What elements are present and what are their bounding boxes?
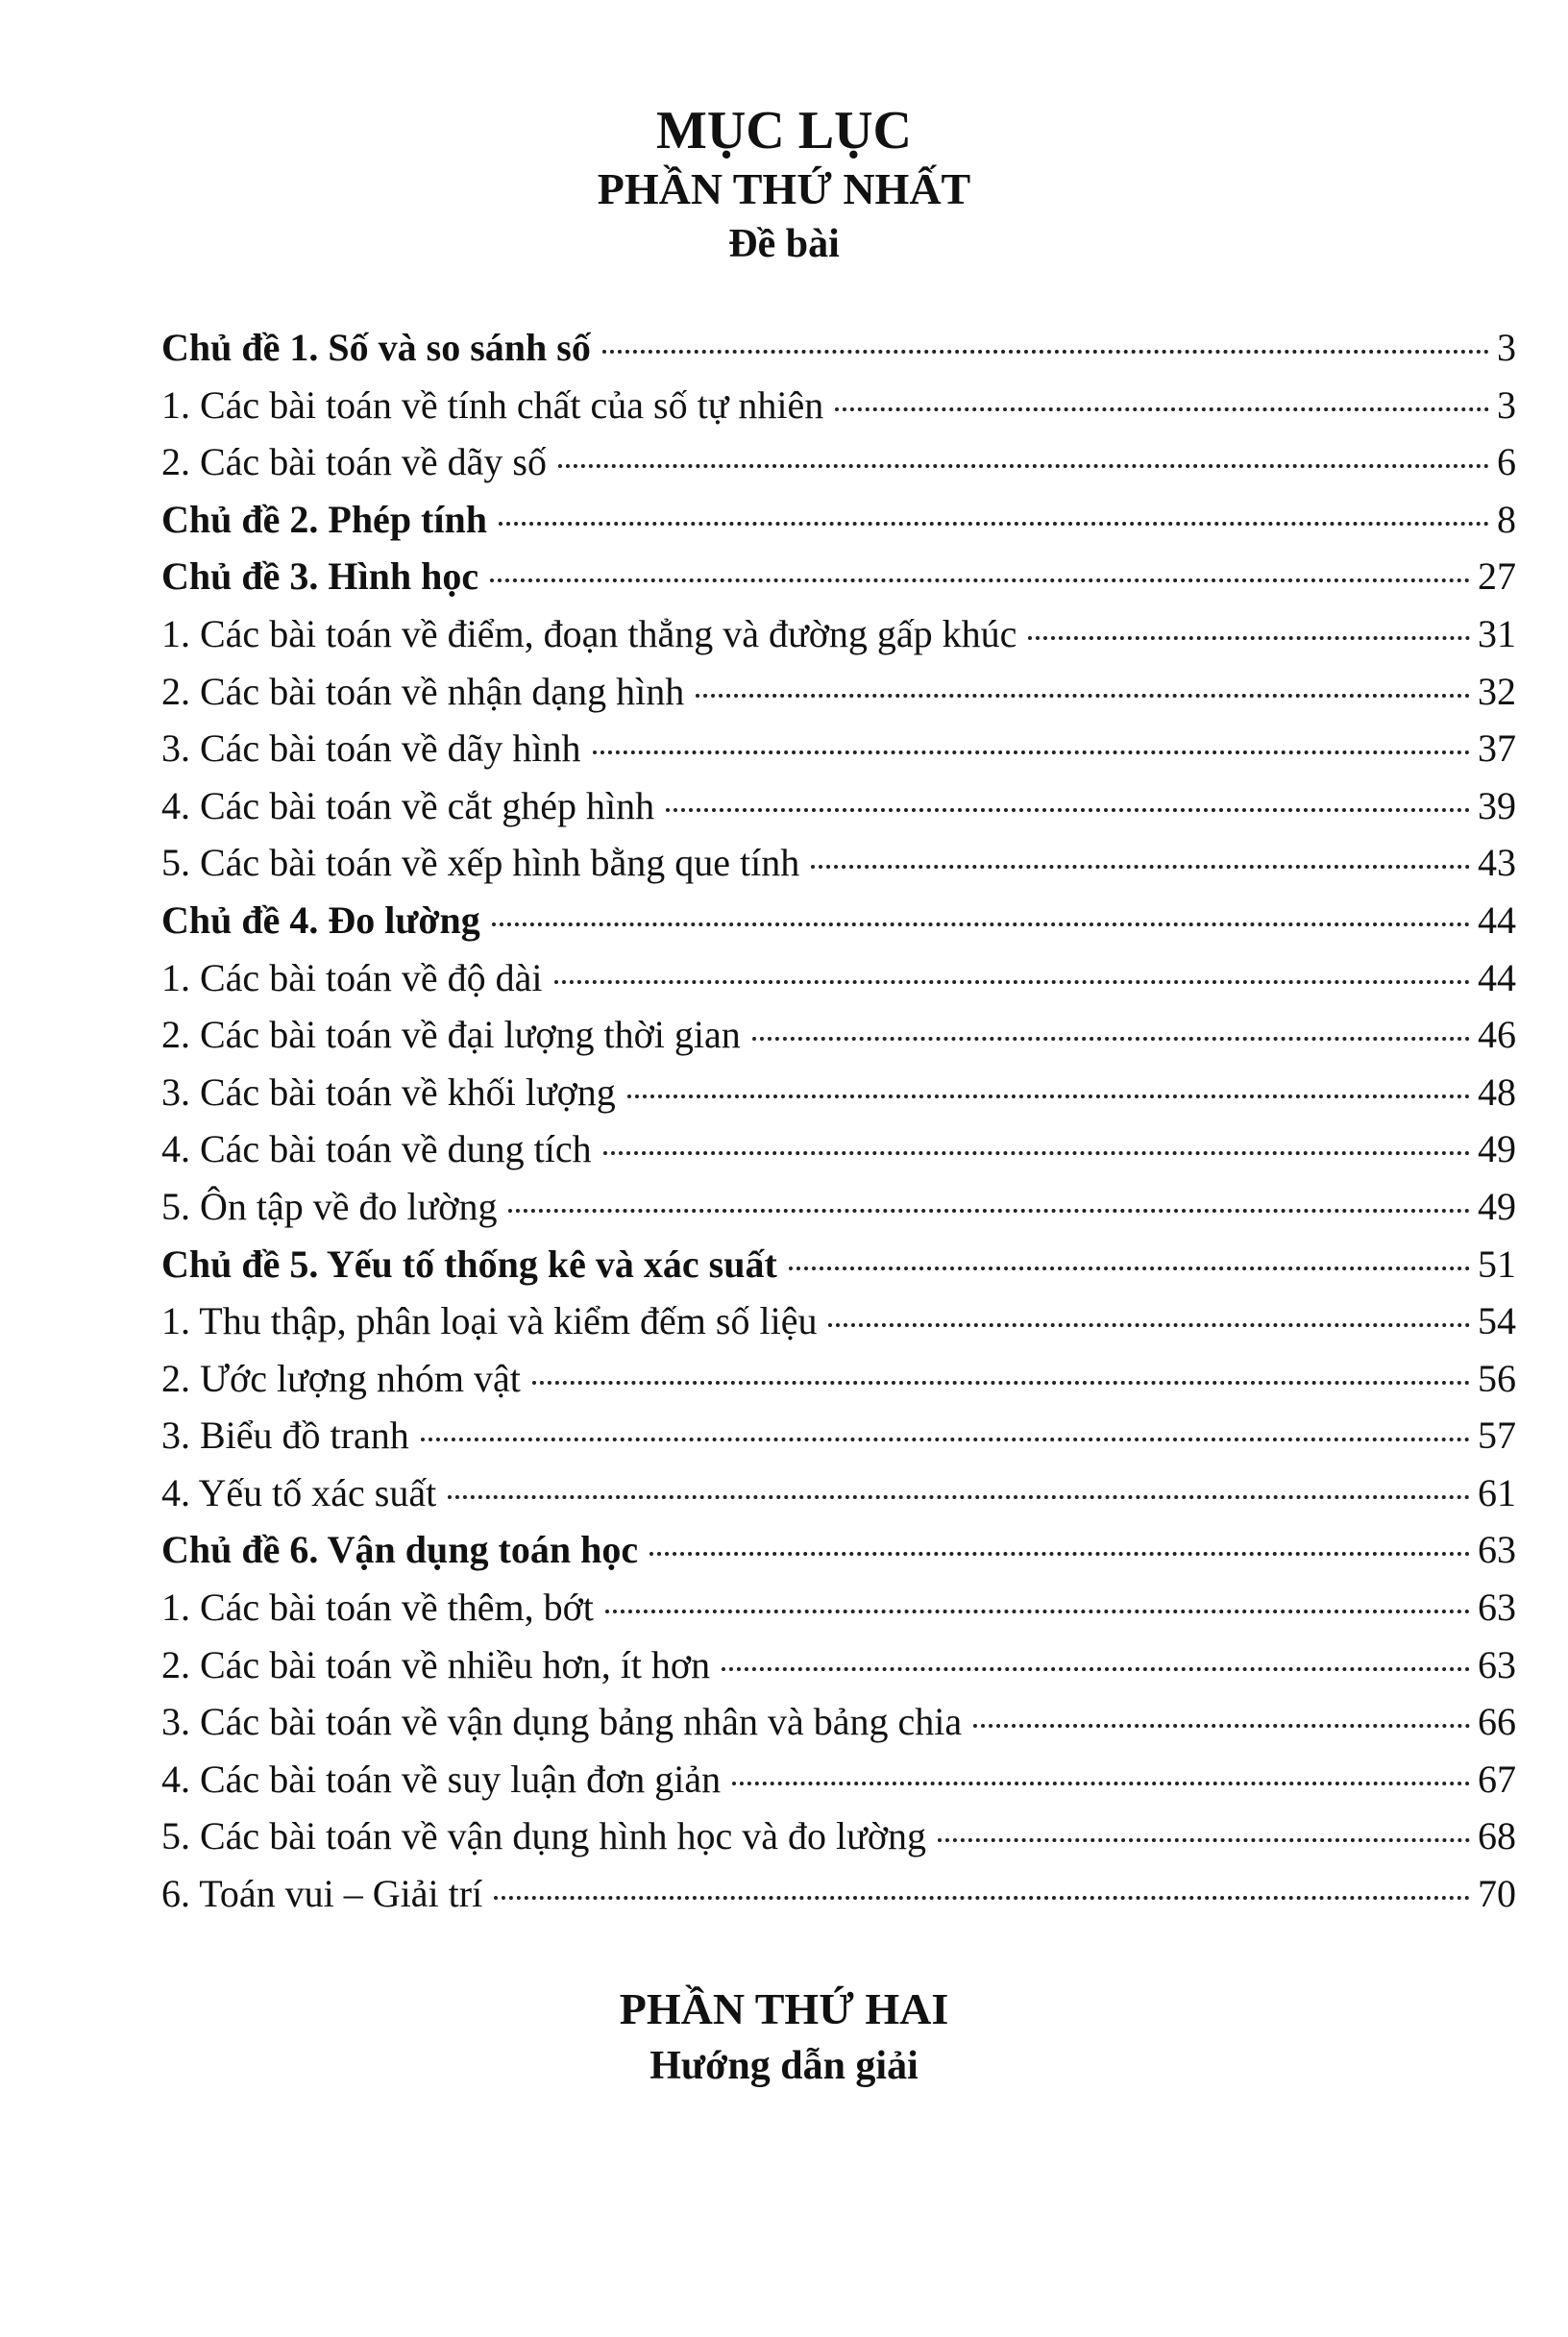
toc-item-row <box>161 777 1516 835</box>
toc-topic-row <box>161 548 1516 605</box>
toc-page-number: 68 <box>1478 1814 1516 1858</box>
toc-page-number: 57 <box>1478 1414 1516 1458</box>
toc-entry-label: 3. Các bài toán về vận dụng bảng nhân và bảng chia <box>161 1700 963 1744</box>
dot-leader <box>603 1151 1470 1155</box>
toc-item-row <box>161 433 1516 491</box>
toc-entry-label: Chủ đề 3. Hình học <box>161 554 479 599</box>
toc-page-number: 3 <box>1497 326 1516 369</box>
toc-entry-label: 2. Các bài toán về đại lượng thời gian <box>161 1013 741 1057</box>
toc-entry-label: Chủ đề 4. Đo lường <box>161 898 480 942</box>
toc-item-row <box>161 1350 1516 1408</box>
toc-page-number: 61 <box>1478 1470 1516 1514</box>
toc-item-row <box>161 605 1516 663</box>
part-one-heading: PHẦN THỨ NHẤT <box>597 164 971 213</box>
toc-item-row <box>161 1808 1516 1865</box>
toc-page-number: 51 <box>1478 1242 1516 1286</box>
dot-leader <box>973 1724 1470 1728</box>
toc-item-row <box>161 1636 1516 1694</box>
dot-leader <box>649 1552 1470 1556</box>
dot-leader <box>835 407 1489 411</box>
toc-entry-label: 1. Các bài toán về điểm, đoạn thẳng và đường gấp khúc <box>161 611 1017 655</box>
toc-entry-label: 1. Các bài toán về độ dài <box>161 955 543 999</box>
toc-item-row <box>161 1292 1516 1350</box>
dot-leader <box>752 1037 1470 1041</box>
dot-leader <box>494 1896 1470 1900</box>
toc-entry-label: 1. Các bài toán về thêm, bớt <box>161 1586 594 1630</box>
toc-page-number: 67 <box>1478 1757 1516 1801</box>
toc-page-number: 37 <box>1478 726 1516 771</box>
toc-page-number: 6 <box>1497 440 1516 484</box>
toc-item-row <box>161 1464 1516 1522</box>
toc-item-row <box>161 720 1516 777</box>
toc-entry-label: Chủ đề 2. Phép tính <box>161 497 487 541</box>
dot-leader <box>593 750 1470 754</box>
toc-item-row <box>161 1064 1516 1121</box>
toc-item-row <box>161 1178 1516 1236</box>
dot-leader <box>1028 636 1470 640</box>
toc-item-row <box>161 1693 1516 1751</box>
toc-entry-label: Chủ đề 1. Số và so sánh số <box>161 326 591 369</box>
toc-page-number: 46 <box>1478 1013 1516 1057</box>
toc-page-number: 54 <box>1478 1299 1516 1343</box>
dot-leader <box>811 865 1470 869</box>
toc-page-number: 44 <box>1478 898 1516 942</box>
toc-item-row <box>161 1407 1516 1464</box>
toc-page-number: 49 <box>1478 1184 1516 1228</box>
toc-page-number: 63 <box>1478 1586 1516 1630</box>
toc-entry-label: 4. Các bài toán về dung tích <box>161 1127 592 1171</box>
dot-leader <box>532 1381 1470 1385</box>
toc-page-number: 49 <box>1478 1127 1516 1171</box>
dot-leader <box>627 1095 1470 1098</box>
dot-leader <box>492 922 1470 926</box>
part-one-subheading: Đề bài <box>728 222 840 266</box>
toc-page-number: 32 <box>1478 669 1516 713</box>
toc-item-row <box>161 377 1516 434</box>
dot-leader <box>789 1267 1470 1270</box>
toc-topic-row <box>161 1521 1516 1579</box>
toc-page-number: 63 <box>1478 1528 1516 1572</box>
toc-entry-label: 5. Ôn tập về đo lường <box>161 1184 498 1228</box>
toc-item-row <box>161 1751 1516 1808</box>
toc-entry-label: 3. Biểu đồ tranh <box>161 1414 409 1458</box>
dot-leader <box>602 350 1489 354</box>
toc-entry-label: 4. Yếu tố xác suất <box>161 1470 437 1514</box>
toc-entry-label: 6. Toán vui – Giải trí <box>161 1872 483 1916</box>
toc-page-number: 3 <box>1497 382 1516 427</box>
part-two-heading: PHẦN THỨ HAI <box>619 1984 949 2033</box>
toc-page-number: 44 <box>1478 955 1516 999</box>
toc-topic-row <box>161 319 1516 377</box>
toc-page-number: 66 <box>1478 1700 1516 1744</box>
toc-list <box>161 319 1516 1923</box>
toc-page-number: 39 <box>1478 783 1516 827</box>
dot-leader <box>696 694 1470 698</box>
toc-entry-label: 2. Các bài toán về dãy số <box>161 440 547 484</box>
toc-entry-label: 4. Các bài toán về suy luận đơn giản <box>161 1757 722 1801</box>
toc-page-number: 48 <box>1478 1070 1516 1114</box>
dot-leader <box>508 1209 1470 1213</box>
page-title: MỤC LỤC <box>656 101 912 160</box>
toc-page-number: 43 <box>1478 841 1516 885</box>
toc-entry-label: 3. Các bài toán về dãy hình <box>161 726 581 771</box>
dot-leader <box>558 464 1489 468</box>
toc-item-row <box>161 1865 1516 1923</box>
dot-leader <box>554 980 1470 984</box>
toc-entry-label: 3. Các bài toán về khối lượng <box>161 1070 616 1114</box>
toc-topic-row <box>161 491 1516 549</box>
dot-leader <box>605 1610 1470 1613</box>
dot-leader <box>732 1782 1470 1785</box>
toc-entry-label: 2. Các bài toán về nhiều hơn, ít hơn <box>161 1642 711 1686</box>
toc-entry-label: 4. Các bài toán về cắt ghép hình <box>161 783 655 827</box>
toc-entry-label: Chủ đề 5. Yếu tố thống kê và xác suất <box>161 1242 777 1286</box>
toc-entry-label: 2. Ước lượng nhóm vật <box>161 1356 521 1400</box>
toc-item-row <box>161 1006 1516 1064</box>
part-two-subheading: Hướng dẫn giải <box>649 2044 919 2088</box>
dot-leader <box>448 1495 1470 1499</box>
dot-leader <box>666 808 1470 812</box>
toc-page-number: 27 <box>1478 554 1516 599</box>
toc-entry-label: 5. Các bài toán về xếp hình bằng que tính <box>161 841 800 885</box>
toc-entry-label: 1. Thu thập, phân loại và kiểm đếm số liệu <box>161 1299 818 1343</box>
dot-leader <box>499 522 1489 526</box>
toc-item-row <box>161 834 1516 892</box>
dot-leader <box>828 1323 1470 1327</box>
toc-entry-label: 1. Các bài toán về tính chất của số tự nhiên <box>161 382 824 427</box>
toc-item-row <box>161 949 1516 1007</box>
toc-page-number: 56 <box>1478 1356 1516 1400</box>
toc-entry-label: 5. Các bài toán về vận dụng hình học và đo lường <box>161 1814 926 1858</box>
toc-page-number: 70 <box>1478 1872 1516 1916</box>
toc-entry-label: Chủ đề 6. Vận dụng toán học <box>161 1528 639 1572</box>
dot-leader <box>490 578 1470 582</box>
toc-item-row <box>161 663 1516 721</box>
dot-leader <box>722 1667 1470 1671</box>
toc-topic-row <box>161 892 1516 949</box>
toc-entry-label: 2. Các bài toán về nhận dạng hình <box>161 669 685 713</box>
toc-page-number: 8 <box>1497 497 1516 541</box>
toc-topic-row <box>161 1236 1516 1293</box>
toc-page-number: 63 <box>1478 1642 1516 1686</box>
toc-page-number: 31 <box>1478 611 1516 655</box>
toc-item-row <box>161 1579 1516 1636</box>
dot-leader <box>421 1438 1470 1441</box>
toc-item-row <box>161 1120 1516 1178</box>
dot-leader <box>938 1838 1470 1842</box>
